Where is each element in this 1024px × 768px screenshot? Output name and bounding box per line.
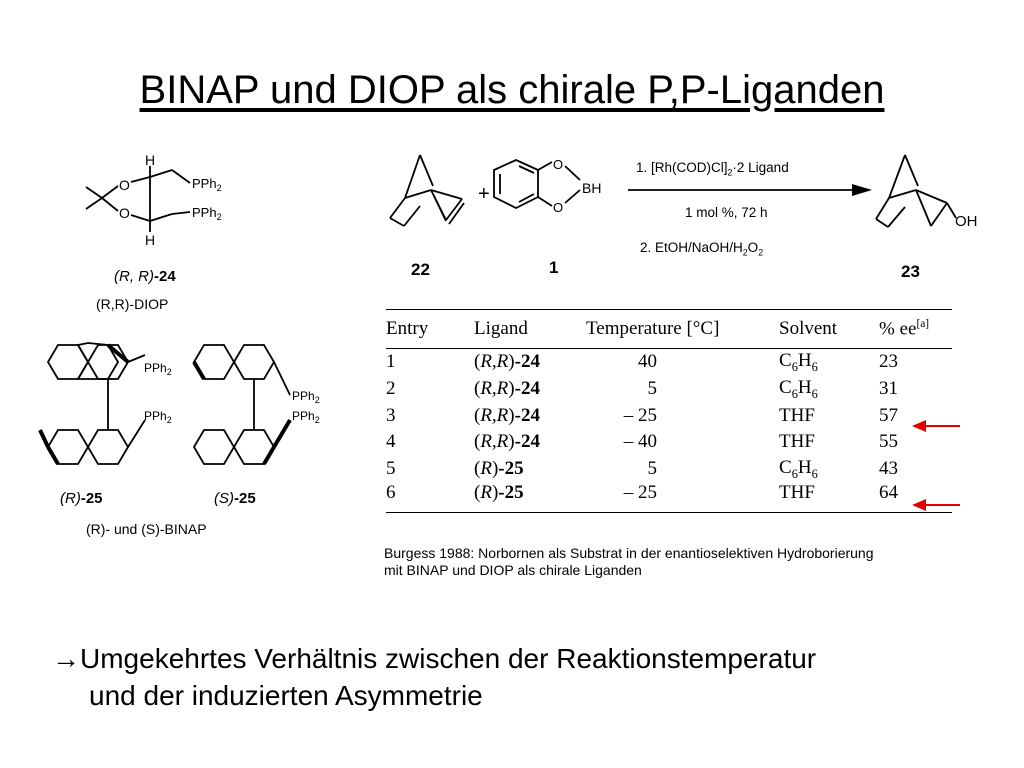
binap-r-prefix: (R)	[60, 490, 81, 507]
highlight-arrow-row-6	[912, 499, 960, 511]
catecholborane-oxygen-2: O	[553, 200, 564, 215]
right-arrow-icon: →	[52, 643, 80, 674]
binap-s-pph2-1: PPh$_2$	[292, 389, 320, 405]
header-ee: % ee[a]	[879, 317, 930, 340]
diop-hydrogen-2: H	[145, 232, 156, 248]
cell-solvent: $C_6H_6$	[779, 349, 818, 374]
diop-oxygen-1: O	[119, 177, 130, 193]
cell-solvent: $C_6H_6$	[779, 456, 818, 481]
product-number: 23	[901, 262, 920, 281]
cell-ee: 23	[879, 351, 898, 373]
cell-ligand: (R,R)-24	[474, 431, 540, 453]
highlight-arrow-head	[912, 499, 926, 511]
binap-caption: (R)- und (S)-BINAP	[86, 521, 207, 537]
cell-solvent: $C_6H_6$	[779, 376, 818, 401]
reaction-condition-1: 1. $[Rh(COD)Cl]_2\cdot 2$ Ligand	[636, 160, 789, 178]
cell-solvent: THF	[779, 482, 815, 504]
norborneol-hydroxyl: OH	[955, 213, 978, 230]
diop-pph2-1: PPh$_2$	[192, 176, 222, 193]
binap-s-prefix: (S)	[214, 490, 234, 507]
highlight-arrow-head	[912, 420, 926, 432]
cell-ligand: (R,R)-24	[474, 351, 540, 373]
diop-pph2-2: PPh$_2$	[192, 205, 222, 222]
cell-ee: 55	[879, 431, 898, 453]
binap-s-number: -25	[234, 490, 256, 507]
diop-caption: (R,R)-DIOP	[96, 296, 169, 312]
binap-s-pph2-2: PPh$_2$	[292, 409, 320, 425]
diop-hydrogen-1: H	[145, 152, 156, 168]
header-temperature: Temperature [°C]	[586, 318, 720, 339]
cell-temperature: – 40	[623, 431, 657, 453]
cell-entry: 3	[386, 404, 396, 426]
cell-entry: 6	[386, 482, 396, 504]
cell-solvent: THF	[779, 431, 815, 453]
binap-r-pph2-2: PPh$_2$	[144, 409, 172, 425]
source-note-line-1: Burgess 1988: Norbornen als Substrat in der enantioselektiven Hydroborierung	[384, 545, 874, 561]
diop-compound-prefix: (R, R)	[114, 268, 154, 285]
header-solvent: Solvent	[779, 318, 838, 339]
slide-title-text: BINAP und DIOP als chirale P,P-Liganden	[139, 68, 885, 112]
catecholborane-oxygen-1: O	[553, 157, 564, 172]
header-ligand: Ligand	[474, 318, 528, 339]
reagent-number: 1	[549, 258, 559, 277]
cell-temperature: – 25	[623, 482, 657, 504]
cell-ligand: (R,R)-24	[474, 378, 540, 400]
header-entry: Entry	[386, 318, 429, 339]
binap-r-number: -25	[80, 490, 103, 507]
highlight-arrow-row-3	[912, 420, 960, 432]
cell-temperature: 5	[647, 378, 657, 400]
cell-ee: 31	[879, 378, 898, 400]
cell-ligand: (R)-25	[474, 458, 524, 480]
cell-entry: 1	[386, 351, 396, 373]
plus-sign: +	[478, 183, 490, 205]
cell-ligand: (R)-25	[474, 482, 524, 504]
cell-temperature: – 25	[623, 404, 657, 426]
cell-ee: 43	[879, 458, 898, 480]
cell-entry: 2	[386, 378, 396, 400]
conclusion-text-1: Umgekehrtes Verhältnis zwischen der Reaktionstemperatur	[80, 643, 817, 674]
source-note	[384, 545, 874, 579]
diop-compound-number: -24	[154, 268, 176, 285]
catecholborane-boron: BH	[582, 180, 602, 196]
cell-ee: 57	[879, 404, 898, 426]
substrate-number: 22	[411, 260, 430, 279]
conclusion-line-2: und der induzierten Asymmetrie	[89, 680, 483, 711]
cell-ligand: (R,R)-24	[474, 404, 540, 426]
reaction-condition-2: 1 mol %, 72 h	[685, 205, 768, 220]
source-note-line-2: mit BINAP und DIOP als chirale Liganden	[384, 562, 642, 578]
cell-temperature: 40	[638, 351, 657, 373]
binap-r-pph2-1: PPh$_2$	[144, 361, 172, 377]
conclusion-line-1	[52, 640, 816, 677]
cell-ee: 64	[879, 482, 898, 504]
reaction-condition-3: 2. EtOH/$NaOH/H_2O_2$	[640, 240, 764, 258]
diop-oxygen-2: O	[119, 205, 130, 221]
cell-entry: 5	[386, 458, 396, 480]
cell-temperature: 5	[647, 458, 657, 480]
conclusion	[52, 640, 816, 714]
cell-entry: 4	[386, 431, 396, 453]
cell-solvent: THF	[779, 404, 815, 426]
